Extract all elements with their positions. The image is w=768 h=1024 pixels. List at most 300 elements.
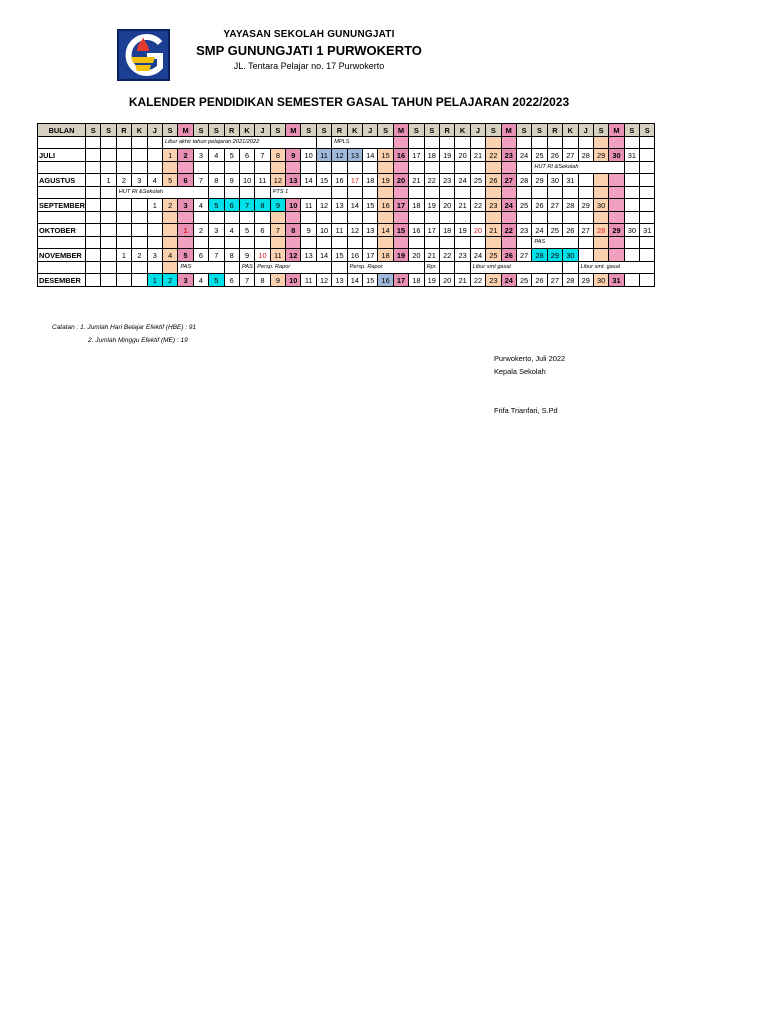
- empty-cell: [301, 162, 316, 174]
- calendar-day: 28: [532, 249, 547, 262]
- empty-cell: [86, 199, 101, 212]
- calendar-day: 1: [147, 274, 162, 287]
- day-header: S: [86, 124, 101, 137]
- calendar-day: 20: [439, 199, 454, 212]
- calendar-day: 24: [470, 249, 485, 262]
- empty-cell: [209, 162, 224, 174]
- calendar-day: 30: [593, 199, 608, 212]
- empty-cell: [147, 137, 162, 149]
- empty-cell: [593, 187, 608, 199]
- calendar-day: 13: [363, 224, 378, 237]
- calendar-day: 14: [316, 249, 331, 262]
- calendar-day: 2: [193, 224, 208, 237]
- empty-cell: [239, 212, 254, 224]
- empty-cell: [609, 187, 624, 199]
- empty-cell: [86, 187, 101, 199]
- empty-cell: [501, 162, 516, 174]
- empty-cell: [132, 137, 147, 149]
- empty-cell: [486, 237, 501, 249]
- calendar-day: 1: [162, 149, 177, 162]
- day-header: J: [255, 124, 270, 137]
- month-row: [38, 249, 655, 262]
- calendar-day: 21: [455, 199, 470, 212]
- calendar-day: 1: [178, 224, 193, 237]
- calendar-day: 10: [286, 274, 301, 287]
- empty-cell: [255, 237, 270, 249]
- calendar-note: HUT RI &Sekolah: [532, 162, 624, 174]
- month-name: NOVEMBER: [38, 249, 86, 262]
- empty-cell: [101, 137, 116, 149]
- empty-cell: [409, 137, 424, 149]
- calendar-day: 29: [532, 174, 547, 187]
- calendar-day: 27: [501, 174, 516, 187]
- calendar-day: 3: [132, 174, 147, 187]
- calendar-day: 10: [286, 199, 301, 212]
- calendar-day: 4: [193, 199, 208, 212]
- note-row: [38, 187, 655, 199]
- empty-cell: [547, 212, 562, 224]
- empty-cell: [101, 162, 116, 174]
- calendar-day: 5: [224, 149, 239, 162]
- calendar-day: 26: [532, 274, 547, 287]
- empty-cell: [332, 187, 347, 199]
- empty-cell: [255, 187, 270, 199]
- calendar-day: 17: [363, 249, 378, 262]
- empty-cell: [193, 162, 208, 174]
- calendar-note: Rpr.: [424, 262, 439, 274]
- day-header: K: [347, 124, 362, 137]
- empty-cell: [640, 149, 655, 162]
- sign-name: Frifa Trianfari, S.Pd: [494, 406, 558, 415]
- empty-cell: [86, 162, 101, 174]
- empty-cell: [624, 137, 639, 149]
- note-label-cell: [38, 237, 86, 249]
- empty-cell: [178, 237, 193, 249]
- empty-cell: [609, 237, 624, 249]
- empty-cell: [640, 174, 655, 187]
- empty-cell: [578, 237, 593, 249]
- calendar-day: 9: [270, 199, 285, 212]
- calendar-day: 7: [270, 224, 285, 237]
- empty-cell: [409, 162, 424, 174]
- calendar-day: 30: [624, 224, 639, 237]
- day-header: S: [378, 124, 393, 137]
- note-label-cell: [38, 187, 86, 199]
- calendar-day: 27: [547, 274, 562, 287]
- calendar-day: 10: [239, 174, 254, 187]
- empty-cell: [486, 162, 501, 174]
- calendar-day: 21: [470, 149, 485, 162]
- calendar-day: 24: [501, 274, 516, 287]
- empty-cell: [409, 212, 424, 224]
- day-header: S: [424, 124, 439, 137]
- day-header: S: [640, 124, 655, 137]
- empty-cell: [101, 224, 116, 237]
- empty-cell: [640, 237, 655, 249]
- calendar-day: 7: [239, 274, 254, 287]
- calendar-day: 25: [532, 149, 547, 162]
- empty-cell: [101, 237, 116, 249]
- calendar-day: 13: [347, 149, 362, 162]
- sign-place-date: Purwokerto, Juli 2022: [494, 354, 566, 363]
- month-name: AGUSTUS: [38, 174, 86, 187]
- empty-cell: [470, 212, 485, 224]
- empty-cell: [378, 162, 393, 174]
- calendar-day: 22: [439, 249, 454, 262]
- empty-cell: [363, 237, 378, 249]
- calendar-day: 12: [316, 199, 331, 212]
- empty-cell: [193, 237, 208, 249]
- day-header: S: [193, 124, 208, 137]
- month-name: OKTOBER: [38, 224, 86, 237]
- empty-cell: [378, 187, 393, 199]
- calendar-day: 5: [239, 224, 254, 237]
- empty-cell: [624, 162, 639, 174]
- empty-cell: [501, 137, 516, 149]
- day-header: M: [393, 124, 408, 137]
- empty-cell: [86, 212, 101, 224]
- empty-cell: [147, 237, 162, 249]
- empty-cell: [363, 162, 378, 174]
- empty-cell: [132, 199, 147, 212]
- calendar-day: 12: [270, 174, 285, 187]
- empty-cell: [116, 212, 131, 224]
- calendar-day: 19: [424, 274, 439, 287]
- empty-cell: [347, 212, 362, 224]
- calendar-day: 11: [316, 149, 331, 162]
- empty-cell: [470, 162, 485, 174]
- calendar-day: 16: [409, 224, 424, 237]
- empty-cell: [316, 137, 331, 149]
- calendar-day: 21: [424, 249, 439, 262]
- month-name: JULI: [38, 149, 86, 162]
- calendar-note: PAS: [239, 262, 254, 274]
- empty-cell: [286, 212, 301, 224]
- empty-cell: [178, 212, 193, 224]
- empty-cell: [332, 162, 347, 174]
- calendar-day: 4: [162, 249, 177, 262]
- empty-cell: [101, 187, 116, 199]
- empty-cell: [347, 162, 362, 174]
- calendar-day: 2: [132, 249, 147, 262]
- empty-cell: [578, 174, 593, 187]
- calendar-day: 4: [209, 149, 224, 162]
- signature-block: [494, 352, 565, 417]
- calendar-day: 8: [286, 224, 301, 237]
- empty-cell: [516, 187, 531, 199]
- empty-cell: [162, 224, 177, 237]
- calendar-day: 16: [378, 274, 393, 287]
- calendar-day: 12: [286, 249, 301, 262]
- calendar-day: 4: [224, 224, 239, 237]
- calendar-day: 6: [255, 224, 270, 237]
- empty-cell: [86, 224, 101, 237]
- empty-cell: [624, 274, 639, 287]
- month-row: [38, 224, 655, 237]
- empty-cell: [86, 237, 101, 249]
- empty-cell: [224, 212, 239, 224]
- empty-cell: [578, 137, 593, 149]
- calendar-day: 14: [347, 274, 362, 287]
- calendar-day: 26: [486, 174, 501, 187]
- empty-cell: [116, 137, 131, 149]
- empty-cell: [624, 237, 639, 249]
- empty-cell: [532, 137, 547, 149]
- empty-cell: [532, 212, 547, 224]
- calendar-day: 24: [455, 174, 470, 187]
- calendar-day: 18: [439, 224, 454, 237]
- notes-block: [52, 321, 196, 347]
- empty-cell: [116, 199, 131, 212]
- calendar-day: 19: [424, 199, 439, 212]
- calendar-day: 27: [563, 149, 578, 162]
- calendar-day: 26: [547, 149, 562, 162]
- calendar-day: 24: [501, 199, 516, 212]
- calendar-day: 29: [547, 249, 562, 262]
- calendar-day: 6: [224, 274, 239, 287]
- note-line-1: Catatan : 1. Jumlah Hari Belajar Efektif (HBE) : 91: [52, 324, 197, 331]
- empty-cell: [378, 237, 393, 249]
- calendar-day: 7: [209, 249, 224, 262]
- empty-cell: [132, 212, 147, 224]
- empty-cell: [270, 212, 285, 224]
- empty-cell: [101, 149, 116, 162]
- empty-cell: [486, 137, 501, 149]
- empty-cell: [547, 137, 562, 149]
- empty-cell: [316, 162, 331, 174]
- empty-cell: [640, 162, 655, 174]
- calendar-day: 6: [224, 199, 239, 212]
- calendar-day: 13: [301, 249, 316, 262]
- calendar-day: 21: [409, 174, 424, 187]
- empty-cell: [624, 212, 639, 224]
- calendar-day: 23: [455, 249, 470, 262]
- calendar-note: Libur akhir tahun pelajaran 2021/2022: [162, 137, 316, 149]
- calendar-day: 11: [301, 199, 316, 212]
- calendar-day: 16: [332, 174, 347, 187]
- empty-cell: [162, 262, 177, 274]
- calendar-day: 16: [393, 149, 408, 162]
- day-header: K: [455, 124, 470, 137]
- calendar-day: 15: [363, 274, 378, 287]
- calendar-day: 29: [578, 199, 593, 212]
- calendar-day: 9: [270, 274, 285, 287]
- calendar-day: 19: [378, 174, 393, 187]
- calendar-day: 14: [347, 199, 362, 212]
- day-header: R: [224, 124, 239, 137]
- calendar-day: 12: [332, 149, 347, 162]
- day-header: R: [332, 124, 347, 137]
- empty-cell: [470, 237, 485, 249]
- calendar-day: 11: [270, 249, 285, 262]
- calendar-day: 5: [162, 174, 177, 187]
- calendar-day: 28: [563, 199, 578, 212]
- empty-cell: [393, 212, 408, 224]
- empty-cell: [516, 237, 531, 249]
- calendar-day: 15: [363, 199, 378, 212]
- empty-cell: [332, 262, 347, 274]
- calendar-day: 26: [563, 224, 578, 237]
- calendar-day: 8: [255, 274, 270, 287]
- empty-cell: [640, 212, 655, 224]
- calendar-day: 22: [470, 274, 485, 287]
- empty-cell: [563, 137, 578, 149]
- calendar-day: 8: [209, 174, 224, 187]
- calendar-day: 12: [316, 274, 331, 287]
- empty-cell: [455, 187, 470, 199]
- empty-cell: [224, 262, 239, 274]
- day-header: S: [162, 124, 177, 137]
- calendar-day: 3: [193, 149, 208, 162]
- day-header: M: [286, 124, 301, 137]
- empty-cell: [239, 187, 254, 199]
- empty-cell: [255, 212, 270, 224]
- calendar-day: 15: [316, 174, 331, 187]
- calendar-day: 18: [424, 149, 439, 162]
- calendar-day: 23: [501, 149, 516, 162]
- empty-cell: [640, 187, 655, 199]
- calendar-day: 29: [578, 274, 593, 287]
- empty-cell: [101, 274, 116, 287]
- empty-cell: [455, 237, 470, 249]
- empty-cell: [439, 212, 454, 224]
- calendar-day: 27: [578, 224, 593, 237]
- calendar-day: 4: [193, 274, 208, 287]
- calendar-day: 30: [609, 149, 624, 162]
- empty-cell: [516, 137, 531, 149]
- empty-cell: [347, 187, 362, 199]
- day-header: S: [486, 124, 501, 137]
- calendar-day: 28: [593, 224, 608, 237]
- calendar-day: 25: [516, 199, 531, 212]
- calendar-day: 6: [178, 174, 193, 187]
- empty-cell: [224, 162, 239, 174]
- calendar-day: 1: [147, 199, 162, 212]
- empty-cell: [147, 224, 162, 237]
- empty-cell: [270, 162, 285, 174]
- calendar-day: 7: [255, 149, 270, 162]
- calendar-day: 19: [455, 224, 470, 237]
- empty-cell: [439, 237, 454, 249]
- empty-cell: [424, 187, 439, 199]
- calendar-day: 31: [640, 224, 655, 237]
- day-header: K: [563, 124, 578, 137]
- empty-cell: [624, 174, 639, 187]
- empty-cell: [116, 224, 131, 237]
- day-header: R: [116, 124, 131, 137]
- empty-cell: [578, 212, 593, 224]
- note-row: [38, 212, 655, 224]
- calendar-note: PTS 1: [270, 187, 332, 199]
- empty-cell: [609, 199, 624, 212]
- day-header: J: [363, 124, 378, 137]
- note-row: [38, 237, 655, 249]
- calendar-day: 6: [193, 249, 208, 262]
- calendar-day: 22: [501, 224, 516, 237]
- empty-cell: [640, 249, 655, 262]
- empty-cell: [455, 162, 470, 174]
- calendar-note: Persp. Rapor: [255, 262, 332, 274]
- month-row: [38, 274, 655, 287]
- day-header: S: [624, 124, 639, 137]
- empty-cell: [86, 149, 101, 162]
- empty-cell: [116, 162, 131, 174]
- note-row: [38, 262, 655, 274]
- empty-cell: [455, 262, 470, 274]
- month-name: SEPTEMBER: [39, 200, 85, 210]
- calendar-day: 5: [209, 274, 224, 287]
- empty-cell: [101, 262, 116, 274]
- calendar-note: PAS: [178, 262, 224, 274]
- note-line-2: 2. Jumlah Minggu Efektif (ME) : 19: [88, 337, 188, 344]
- empty-cell: [162, 237, 177, 249]
- calendar-day: 6: [239, 149, 254, 162]
- empty-cell: [593, 212, 608, 224]
- empty-cell: [255, 162, 270, 174]
- calendar-day: 22: [424, 174, 439, 187]
- empty-cell: [455, 212, 470, 224]
- empty-cell: [101, 249, 116, 262]
- empty-cell: [86, 249, 101, 262]
- empty-cell: [609, 212, 624, 224]
- month-name: DESEMBER: [38, 274, 86, 287]
- day-header: M: [609, 124, 624, 137]
- calendar-day: 21: [486, 224, 501, 237]
- empty-cell: [301, 237, 316, 249]
- empty-cell: [409, 237, 424, 249]
- note-row: [38, 137, 655, 149]
- calendar-day: 22: [486, 149, 501, 162]
- note-row: [38, 162, 655, 174]
- empty-cell: [424, 237, 439, 249]
- calendar-day: 7: [193, 174, 208, 187]
- calendar-day: 10: [255, 249, 270, 262]
- empty-cell: [578, 187, 593, 199]
- empty-cell: [609, 174, 624, 187]
- calendar-day: 20: [470, 224, 485, 237]
- calendar-day: 23: [486, 199, 501, 212]
- empty-cell: [116, 149, 131, 162]
- empty-cell: [501, 237, 516, 249]
- sign-position: Kepala Sekolah: [494, 367, 546, 376]
- calendar-day: 14: [378, 224, 393, 237]
- calendar-day: 15: [332, 249, 347, 262]
- calendar-day: 19: [439, 149, 454, 162]
- empty-cell: [393, 162, 408, 174]
- calendar-day: 17: [424, 224, 439, 237]
- calendar-day: 24: [532, 224, 547, 237]
- calendar-day: 25: [547, 224, 562, 237]
- calendar-day: 18: [363, 174, 378, 187]
- calendar-day: 12: [347, 224, 362, 237]
- calendar-day: 4: [147, 174, 162, 187]
- empty-cell: [501, 212, 516, 224]
- calendar-day: 14: [301, 174, 316, 187]
- calendar-day: 26: [501, 249, 516, 262]
- calendar-day: 31: [563, 174, 578, 187]
- calendar-day: 9: [286, 149, 301, 162]
- empty-cell: [239, 162, 254, 174]
- empty-cell: [101, 212, 116, 224]
- day-header: S: [409, 124, 424, 137]
- empty-cell: [486, 212, 501, 224]
- empty-cell: [332, 237, 347, 249]
- note-label-cell: [38, 162, 86, 174]
- calendar-day: 30: [593, 274, 608, 287]
- calendar-day: 11: [255, 174, 270, 187]
- empty-cell: [640, 137, 655, 149]
- empty-cell: [162, 162, 177, 174]
